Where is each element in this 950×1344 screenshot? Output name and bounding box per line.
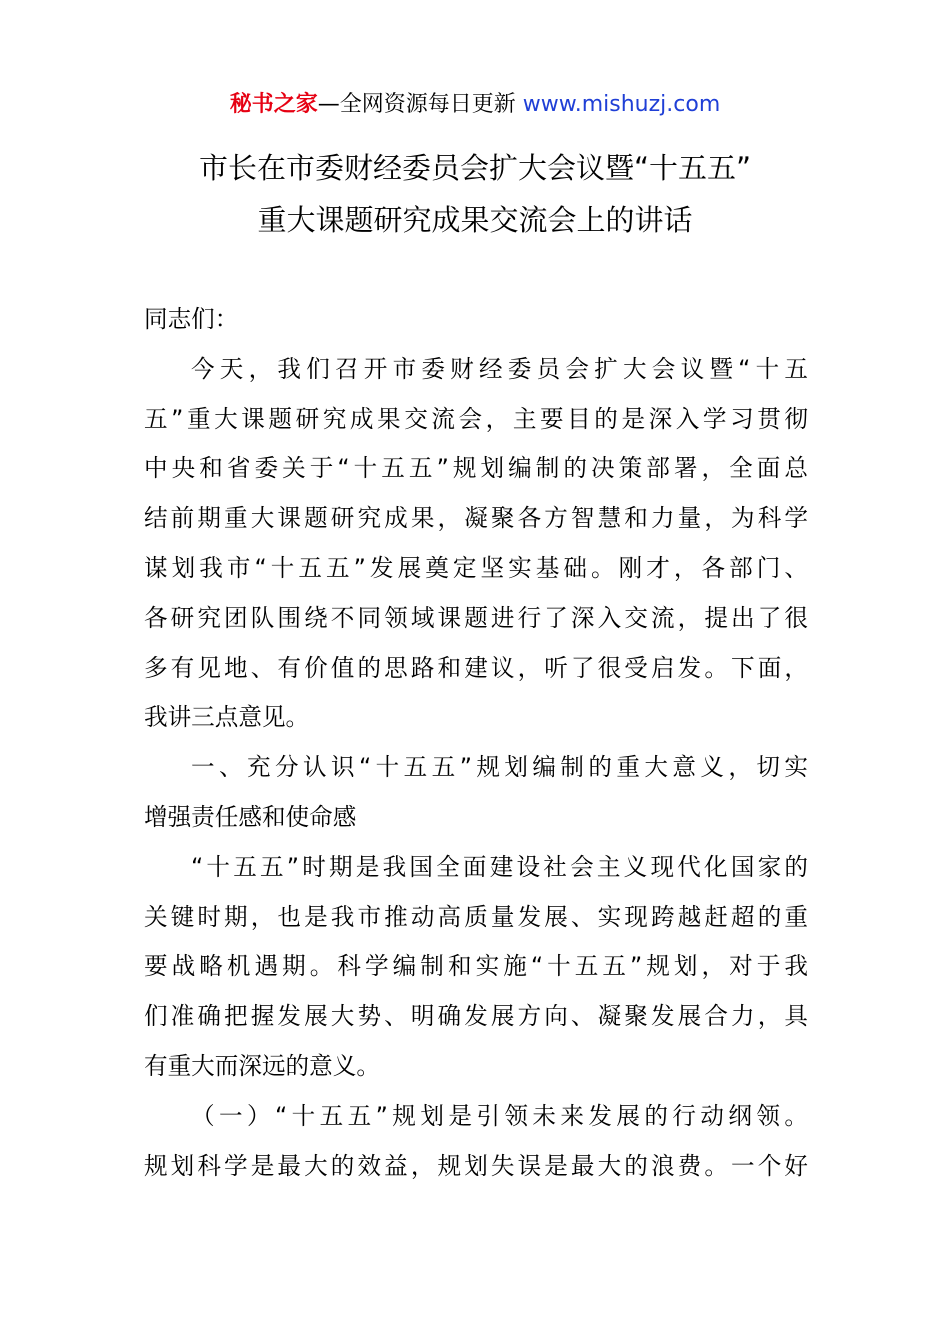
text-line: 规划科学是最大的效益，规划失误是最大的浪费。一个好: [144, 1151, 808, 1180]
site-url-link[interactable]: www.mishuzj.com: [522, 92, 721, 117]
paragraph-intro: [144, 345, 808, 743]
document-body: [144, 295, 808, 1191]
text-line: 有重大而深远的意义。: [144, 1051, 380, 1080]
site-header: [0, 88, 950, 122]
paragraph-significance: [144, 843, 808, 1092]
text-line: 五”重大课题研究成果交流会，主要目的是深入学习贯彻: [144, 404, 808, 433]
heading-line: 一、充分认识“十五五”规划编制的重大意义，切实: [191, 753, 808, 782]
greeting: 同志们：: [144, 305, 239, 333]
text-line: 谋划我市“十五五”发展奠定坚实基础。刚才，各部门、: [144, 553, 808, 582]
paragraph-subsection-1: [144, 1092, 808, 1192]
site-slogan: —全网资源每日更新: [317, 92, 516, 117]
document-title: [0, 142, 950, 246]
title-line-2: 重大课题研究成果交流会上的讲话: [257, 203, 693, 237]
text-line: （一）“十五五”规划是引领未来发展的行动纲领。: [191, 1101, 808, 1130]
section-heading-1: [144, 743, 808, 843]
text-line: 要战略机遇期。科学编制和实施“十五五”规划，对于我: [144, 952, 808, 981]
title-line-1: 市长在市委财经委员会扩大会议暨“十五五”: [198, 151, 752, 185]
text-line: 们准确把握发展大势、明确发展方向、凝聚发展合力，具: [144, 1002, 808, 1031]
heading-line: 增强责任感和使命感: [144, 802, 357, 831]
text-line: 中央和省委关于“十五五”规划编制的决策部署，全面总: [144, 454, 808, 483]
text-line: 结前期重大课题研究成果，凝聚各方智慧和力量，为科学: [144, 504, 808, 533]
text-line: “十五五”时期是我国全面建设社会主义现代化国家的: [191, 852, 808, 881]
text-line: 各研究团队围绕不同领域课题进行了深入交流，提出了很: [144, 603, 808, 632]
text-line: 关键时期，也是我市推动高质量发展、实现跨越赶超的重: [144, 902, 808, 931]
text-line: 我讲三点意见。: [144, 703, 310, 732]
text-line: 今天，我们召开市委财经委员会扩大会议暨“十五: [191, 354, 808, 383]
site-brand: 秘书之家: [229, 92, 318, 117]
text-line: 多有见地、有价值的思路和建议，听了很受启发。下面，: [144, 653, 808, 682]
